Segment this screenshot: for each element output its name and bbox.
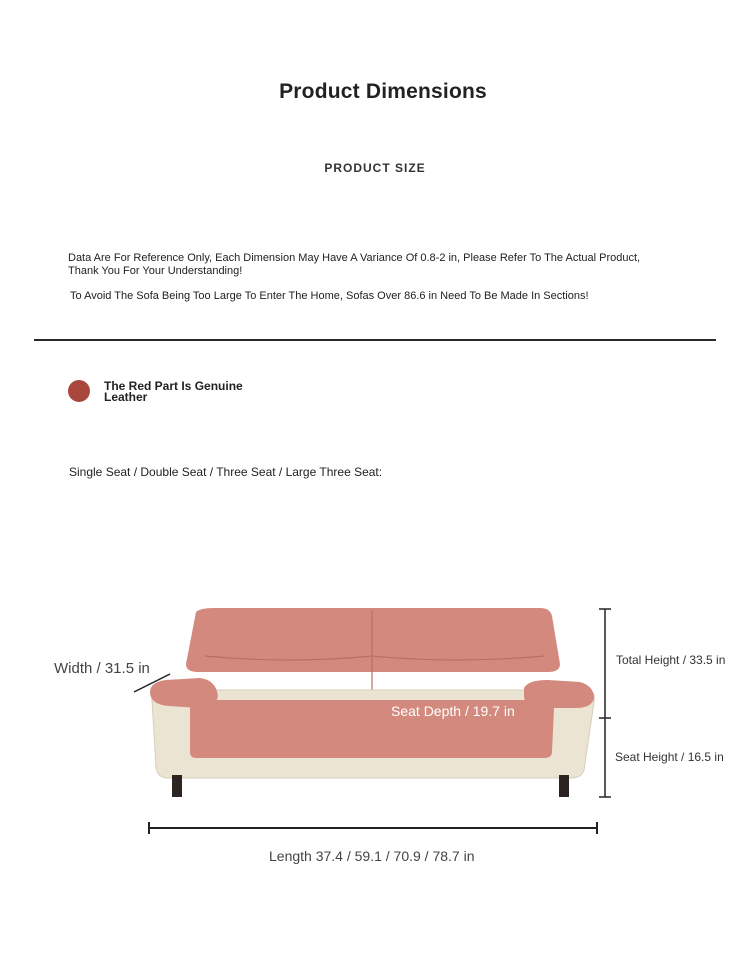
section-subtitle: PRODUCT SIZE xyxy=(324,161,426,175)
seat-depth-label: Seat Depth / 19.7 in xyxy=(391,703,515,719)
page-title: Product Dimensions xyxy=(279,80,487,103)
right-armrest xyxy=(524,680,594,708)
seat-options-label: Single Seat / Double Seat / Three Seat / Large Three Seat: xyxy=(69,465,383,479)
width-label: Width / 31.5 in xyxy=(54,660,150,677)
legend-label: The Red Part Is Genuine Leather xyxy=(104,379,243,404)
variance-note: Data Are For Reference Only, Each Dimension May Have A Variance Of 0.8-2 in, Please Refer To The Actual Product, Thank You For Your Understanding! xyxy=(68,252,641,277)
left-armrest xyxy=(150,678,218,708)
total-height-label: Total Height / 33.5 in xyxy=(616,653,726,667)
seat-height-label: Seat Height / 16.5 in xyxy=(615,750,724,764)
sofa-dimension-diagram xyxy=(0,560,750,880)
sofa-backrest xyxy=(186,608,560,672)
sofa-leg-right xyxy=(559,775,569,797)
divider xyxy=(34,339,716,341)
leather-color-swatch xyxy=(68,380,90,402)
sections-note: To Avoid The Sofa Being Too Large To Enter The Home, Sofas Over 86.6 in Need To Be Made In Sections! xyxy=(70,290,589,302)
sofa-leg-left xyxy=(172,775,182,797)
length-label: Length 37.4 / 59.1 / 70.9 / 78.7 in xyxy=(269,848,475,864)
